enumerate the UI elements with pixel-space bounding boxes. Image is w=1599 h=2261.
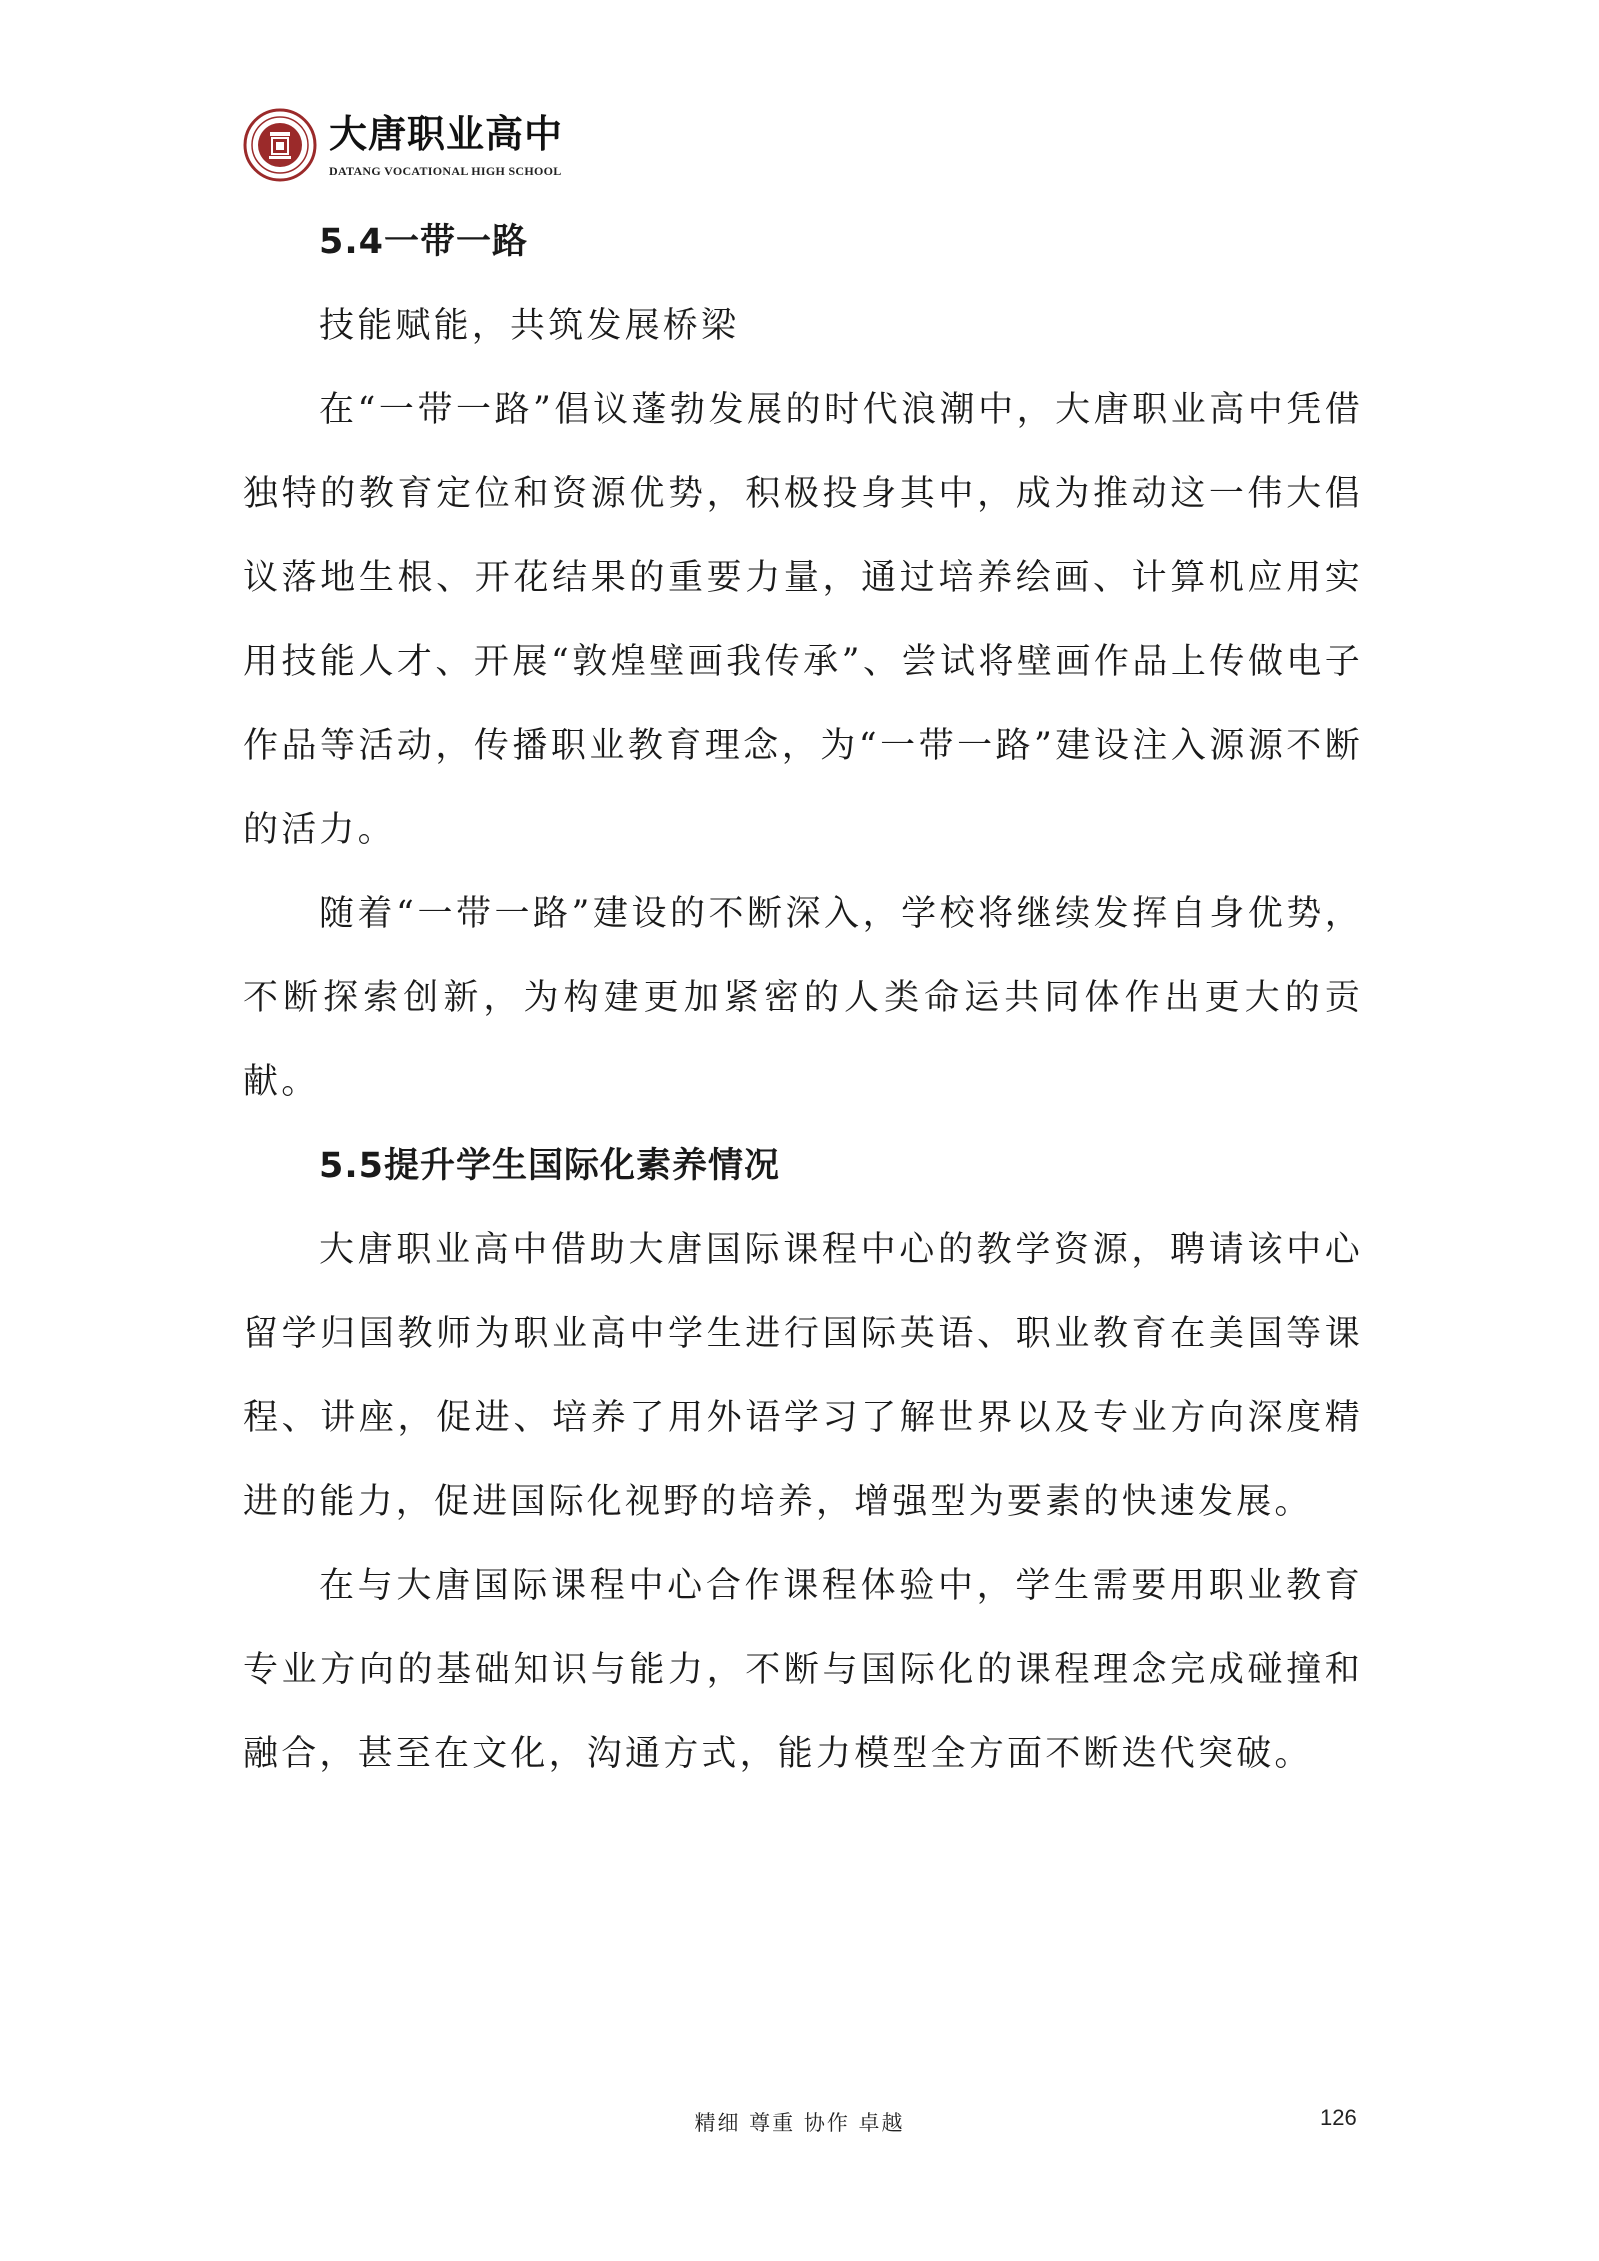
- section-heading-5-5: 5.5提升学生国际化素养情况: [319, 1146, 781, 1186]
- school-seal-icon: [243, 108, 317, 182]
- paragraph: 在“一带一路”倡议蓬勃发展的时代浪潮中，大唐职业高中凭借独特的教育定位和资源优势，积极投身其中，成为推动这一伟大倡议落地生根、开花结果的重要力量，通过培养绘画、计算机应用实用技能人才、开展“敦煌壁画我传承”、尝试将壁画作品上传做电子作品等活动，传播职业教育理念，为“一带一路”建设注入源源不断的活力。: [243, 390, 1363, 850]
- page-number: 126: [1320, 2105, 1357, 2130]
- school-header: [243, 108, 603, 192]
- paragraph: 大唐职业高中借助大唐国际课程中心的教学资源，聘请该中心留学归国教师为职业高中学生进行国际英语、职业教育在美国等课程、讲座，促进、培养了用外语学习了解世界以及专业方向深度精进的能力，促进国际化视野的培养，增强型为要素的快速发展。: [243, 1230, 1363, 1522]
- page-body: [243, 200, 1363, 1796]
- section-subtitle-5-4: 技能赋能，共筑发展桥梁: [319, 306, 740, 346]
- paragraph: 在与大唐国际课程中心合作课程体验中，学生需要用职业教育专业方向的基础知识与能力，不断与国际化的课程理念完成碰撞和融合，甚至在文化，沟通方式，能力模型全方面不断迭代突破。: [243, 1566, 1363, 1774]
- school-name-en: DATANG VOCATIONAL HIGH SCHOOL: [329, 164, 562, 178]
- school-name-cn: 大唐职业高中: [329, 111, 564, 156]
- paragraph: 随着“一带一路”建设的不断深入，学校将继续发挥自身优势，不断探索创新，为构建更加紧密的人类命运共同体作出更大的贡献。: [243, 894, 1363, 1102]
- footer-motto: 精细 尊重 协作 卓越: [694, 2111, 905, 2135]
- section-heading-5-4: 5.4一带一路: [319, 222, 529, 262]
